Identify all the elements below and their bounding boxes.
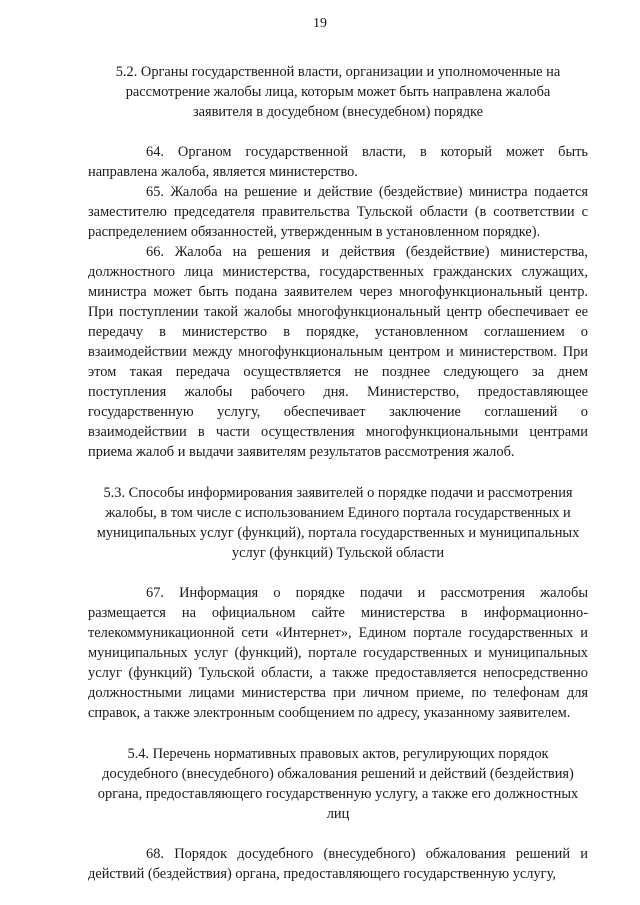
paragraph-64: 64. Органом государственной власти, в который может быть направлена жалоба, является министерство. xyxy=(88,144,588,180)
paragraph-66: 66. Жалоба на решения и действия (бездействие) министерства, должностного лица министерства, государственных гражданских служащих, министра может быть подана заявителем через многофункциональный центр. При поступлении такой жалобы многофункциональный центр обеспечивает ее передачу в министерство в порядке, установленном соглашением о взаимодействии между многофункциональным центром и министерством. При этом такая передача осуществляется не позднее следующего за днем поступления жалобы рабочего дня. Министерство, предоставляющее государственную услугу, обеспечивает заключение соглашений о взаимодействии в части осуществления многофункциональными центрами приема жалоб и выдачи заявителям результатов рассмотрения жалоб. xyxy=(88,244,588,460)
paragraph-67: 67. Информация о порядке подачи и рассмотрения жалобы размещается на официальном сайте министерства в информационно-телекоммуникационной сети «Интернет», Едином портале государственных и муниципальных услуг (функций), портале государственных и муниципальных услуг (функций) Тульской области, а также предоставляется непосредственно должностными лицами министерства при личном приеме, по телефонам для справок, а также электронным сообщением по адресу, указанному заявителем. xyxy=(88,585,588,721)
paragraph-68: 68. Порядок досудебного (внесудебного) обжалования решений и действий (бездействия) органа, предоставляющего государственную услугу, xyxy=(88,846,588,882)
section-5-3-heading: 5.3. Способы информирования заявителей о порядке подачи и рассмотрения жалобы, в том числе с использованием Единого портала государственных и муниципальных услуг (функций), портала государственных и муниципальных услуг (функций) Тульской области xyxy=(96,485,580,561)
section-5-4-heading: 5.4. Перечень нормативных правовых актов, регулирующих порядок досудебного (внесудебного) обжалования решений и действий (бездействия) органа, предоставляющего государственную услугу, а также его должностных лиц xyxy=(97,746,579,822)
section-5-2-heading: 5.2. Органы государственной власти, организации и уполномоченные на рассмотрение жалобы лица, которым может быть направлена жалоба заявителя в досудебном (внесудебном) порядке xyxy=(115,64,561,120)
paragraph-65: 65. Жалоба на решение и действие (бездействие) министра подается заместителю председателя правительства Тульской области (в соответствии с распределением обязанностей, утвержденным в установленном порядке). xyxy=(88,184,588,240)
document-body xyxy=(88,62,588,884)
page-number: 19 xyxy=(313,16,327,31)
